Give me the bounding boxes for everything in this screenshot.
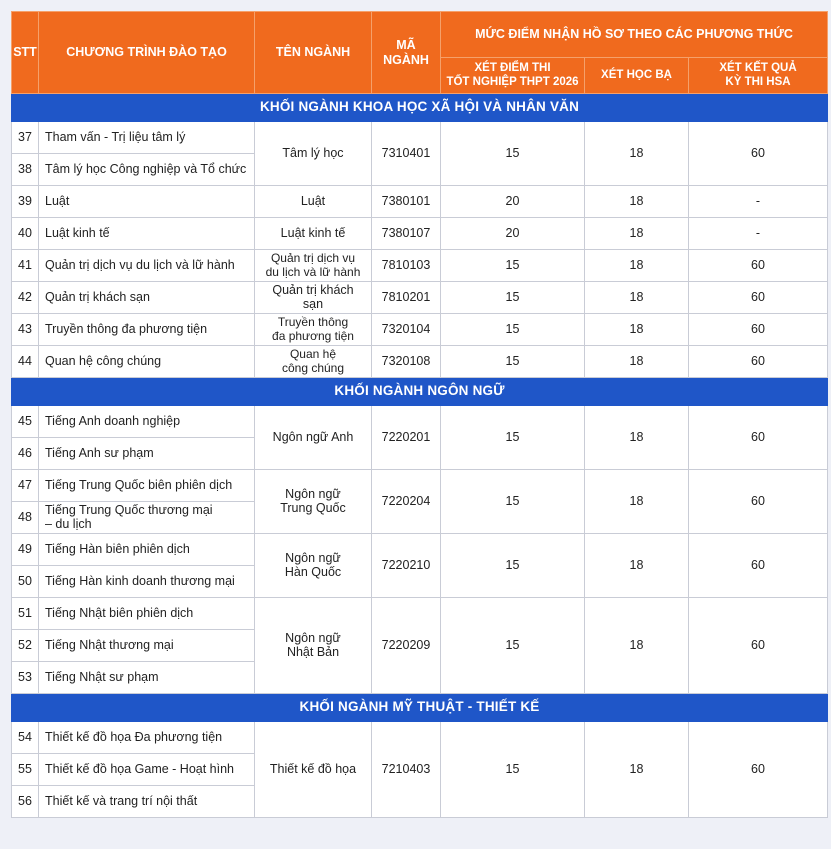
major-line1: Truyền thông xyxy=(277,315,349,330)
score-thpt-cell: 15 xyxy=(441,250,585,282)
program-cell: Tiếng Hàn kinh doanh thương mại xyxy=(39,566,255,598)
program-cell: Tiếng Nhật thương mại xyxy=(39,630,255,662)
score-hocba-cell: 18 xyxy=(585,534,689,598)
program-cell: Tiếng Hàn biên phiên dịch xyxy=(39,534,255,566)
section-row xyxy=(12,378,828,406)
stt-cell: 41 xyxy=(12,250,39,282)
major-line2: Trung Quốc xyxy=(280,500,346,515)
score-thpt-cell: 15 xyxy=(441,406,585,470)
stt-cell: 54 xyxy=(12,722,39,754)
header-method-hsa-line2: KỲ THI HSA xyxy=(725,75,791,88)
major-cell: Quản trị khách sạn xyxy=(255,282,372,314)
table-row xyxy=(12,218,828,250)
program-cell: Quan hệ công chúng xyxy=(39,346,255,378)
code-cell: 7220210 xyxy=(372,534,441,598)
program-cell: Tiếng Trung Quốc biên phiên dịch xyxy=(39,470,255,502)
program-cell: Luật kinh tế xyxy=(39,218,255,250)
stt-cell: 42 xyxy=(12,282,39,314)
program-cell: Tiếng Nhật sư phạm xyxy=(39,662,255,694)
program-cell: Tâm lý học Công nghiệp và Tổ chức xyxy=(39,154,255,186)
section-title-language: KHỐI NGÀNH NGÔN NGỮ xyxy=(12,378,828,406)
major-line1: Ngôn ngữ xyxy=(285,630,341,645)
header-code-line1: MÃ xyxy=(396,38,416,53)
header-code-line2: NGÀNH xyxy=(383,52,429,67)
code-cell: 7380101 xyxy=(372,186,441,218)
table-row xyxy=(12,534,828,566)
program-cell: Tham vấn - Trị liệu tâm lý xyxy=(39,122,255,154)
major-cell: Ngôn ngữ Anh xyxy=(255,406,372,470)
table-row xyxy=(12,282,828,314)
score-hocba-cell: 18 xyxy=(585,346,689,378)
score-thpt-cell: 15 xyxy=(441,314,585,346)
score-hsa-cell: 60 xyxy=(689,282,828,314)
program-line1: Tiếng Trung Quốc thương mại xyxy=(45,502,213,517)
score-thpt-cell: 15 xyxy=(441,598,585,694)
stt-cell: 38 xyxy=(12,154,39,186)
major-cell xyxy=(255,534,372,598)
stt-cell: 55 xyxy=(12,754,39,786)
code-cell: 7810103 xyxy=(372,250,441,282)
stt-cell: 43 xyxy=(12,314,39,346)
stt-cell: 47 xyxy=(12,470,39,502)
score-hocba-cell: 18 xyxy=(585,722,689,818)
header-method-thpt-line2: TỐT NGHIỆP THPT 2026 xyxy=(446,75,579,88)
code-cell: 7320108 xyxy=(372,346,441,378)
header-program: CHƯƠNG TRÌNH ĐÀO TẠO xyxy=(39,12,255,94)
score-hsa-cell: 60 xyxy=(689,250,828,282)
stt-cell: 37 xyxy=(12,122,39,154)
score-hsa-cell: 60 xyxy=(689,470,828,534)
major-cell xyxy=(255,346,372,378)
score-thpt-cell: 15 xyxy=(441,346,585,378)
score-thpt-cell: 15 xyxy=(441,722,585,818)
score-hocba-cell: 18 xyxy=(585,598,689,694)
score-hocba-cell: 18 xyxy=(585,282,689,314)
section-row xyxy=(12,694,828,722)
score-hocba-cell: 18 xyxy=(585,406,689,470)
major-cell xyxy=(255,314,372,346)
admission-table xyxy=(11,11,828,818)
score-hocba-cell: 18 xyxy=(585,186,689,218)
stt-cell: 53 xyxy=(12,662,39,694)
score-hsa-cell: 60 xyxy=(689,722,828,818)
code-cell: 7220204 xyxy=(372,470,441,534)
score-thpt-cell: 15 xyxy=(441,534,585,598)
score-hocba-cell: 18 xyxy=(585,470,689,534)
score-thpt-cell: 20 xyxy=(441,186,585,218)
major-line2: đa phương tiện xyxy=(272,328,354,343)
stt-cell: 39 xyxy=(12,186,39,218)
table-row xyxy=(12,250,828,282)
table-body xyxy=(12,94,828,818)
program-cell: Tiếng Anh doanh nghiệp xyxy=(39,406,255,438)
code-cell: 7810201 xyxy=(372,282,441,314)
major-line1: Quan hệ xyxy=(289,347,337,362)
code-cell: 7210403 xyxy=(372,722,441,818)
major-line2: Hàn Quốc xyxy=(284,564,342,579)
score-hocba-cell: 18 xyxy=(585,122,689,186)
major-line1: Ngôn ngữ xyxy=(285,550,341,565)
major-line2: Nhật Bản xyxy=(286,644,340,659)
stt-cell: 48 xyxy=(12,502,39,534)
score-hsa-cell: - xyxy=(689,186,828,218)
table-row xyxy=(12,470,828,502)
header-methods: MỨC ĐIỂM NHẬN HỒ SƠ THEO CÁC PHƯƠNG THỨC xyxy=(441,12,828,58)
score-hsa-cell: 60 xyxy=(689,534,828,598)
program-cell: Thiết kế đồ họa Game - Hoạt hình xyxy=(39,754,255,786)
header-stt: STT xyxy=(12,12,39,94)
program-cell: Thiết kế và trang trí nội thất xyxy=(39,786,255,818)
stt-cell: 52 xyxy=(12,630,39,662)
section-row xyxy=(12,94,828,122)
major-line1: Quản trị dịch vụ xyxy=(270,251,356,266)
table-header xyxy=(12,12,828,94)
score-hsa-cell: 60 xyxy=(689,346,828,378)
stt-cell: 40 xyxy=(12,218,39,250)
header-method-thpt xyxy=(441,58,585,94)
program-cell: Thiết kế đồ họa Đa phương tiện xyxy=(39,722,255,754)
program-cell xyxy=(39,502,255,534)
stt-cell: 46 xyxy=(12,438,39,470)
stt-cell: 51 xyxy=(12,598,39,630)
table-row xyxy=(12,406,828,438)
table-row xyxy=(12,722,828,754)
table-row xyxy=(12,186,828,218)
section-title-design: KHỐI NGÀNH MỸ THUẬT - THIẾT KẾ xyxy=(12,694,828,722)
header-method-hsa xyxy=(689,58,828,94)
major-cell: Luật xyxy=(255,186,372,218)
stt-cell: 56 xyxy=(12,786,39,818)
major-cell: Luật kinh tế xyxy=(255,218,372,250)
table-row xyxy=(12,314,828,346)
table-row xyxy=(12,122,828,154)
program-cell: Tiếng Anh sư phạm xyxy=(39,438,255,470)
table-row xyxy=(12,346,828,378)
score-hsa-cell: 60 xyxy=(689,598,828,694)
header-major: TÊN NGÀNH xyxy=(255,12,372,94)
score-hsa-cell: - xyxy=(689,218,828,250)
score-thpt-cell: 20 xyxy=(441,218,585,250)
code-cell: 7220201 xyxy=(372,406,441,470)
program-cell: Tiếng Nhật biên phiên dịch xyxy=(39,598,255,630)
header-method-thpt-line1: XÉT ĐIỂM THI xyxy=(474,62,551,75)
major-cell xyxy=(255,250,372,282)
score-hsa-cell: 60 xyxy=(689,314,828,346)
major-line1: Ngôn ngữ xyxy=(285,486,341,501)
header-code xyxy=(372,12,441,94)
stt-cell: 50 xyxy=(12,566,39,598)
major-cell xyxy=(255,470,372,534)
major-line2: du lịch và lữ hành xyxy=(265,264,361,279)
score-hocba-cell: 18 xyxy=(585,250,689,282)
stt-cell: 45 xyxy=(12,406,39,438)
program-cell: Truyền thông đa phương tiện xyxy=(39,314,255,346)
table-row xyxy=(12,598,828,630)
score-thpt-cell: 15 xyxy=(441,122,585,186)
score-hsa-cell: 60 xyxy=(689,122,828,186)
header-method-hsa-line1: XÉT KẾT QUẢ xyxy=(719,62,797,75)
code-cell: 7220209 xyxy=(372,598,441,694)
code-cell: 7320104 xyxy=(372,314,441,346)
score-hsa-cell: 60 xyxy=(689,406,828,470)
score-thpt-cell: 15 xyxy=(441,470,585,534)
stt-cell: 44 xyxy=(12,346,39,378)
major-cell: Thiết kế đồ họa xyxy=(255,722,372,818)
code-cell: 7380107 xyxy=(372,218,441,250)
program-cell: Quản trị khách sạn xyxy=(39,282,255,314)
stt-cell: 49 xyxy=(12,534,39,566)
score-hocba-cell: 18 xyxy=(585,218,689,250)
major-cell: Tâm lý học xyxy=(255,122,372,186)
section-title-social: KHỐI NGÀNH KHOA HỌC XÃ HỘI VÀ NHÂN VĂN xyxy=(12,94,828,122)
score-hocba-cell: 18 xyxy=(585,314,689,346)
major-line2: công chúng xyxy=(281,360,345,375)
program-cell: Quản trị dịch vụ du lịch và lữ hành xyxy=(39,250,255,282)
program-cell: Luật xyxy=(39,186,255,218)
header-method-hocba: XÉT HỌC BẠ xyxy=(585,58,689,94)
code-cell: 7310401 xyxy=(372,122,441,186)
major-cell xyxy=(255,598,372,694)
program-line2: – du lịch xyxy=(45,516,92,531)
score-thpt-cell: 15 xyxy=(441,282,585,314)
